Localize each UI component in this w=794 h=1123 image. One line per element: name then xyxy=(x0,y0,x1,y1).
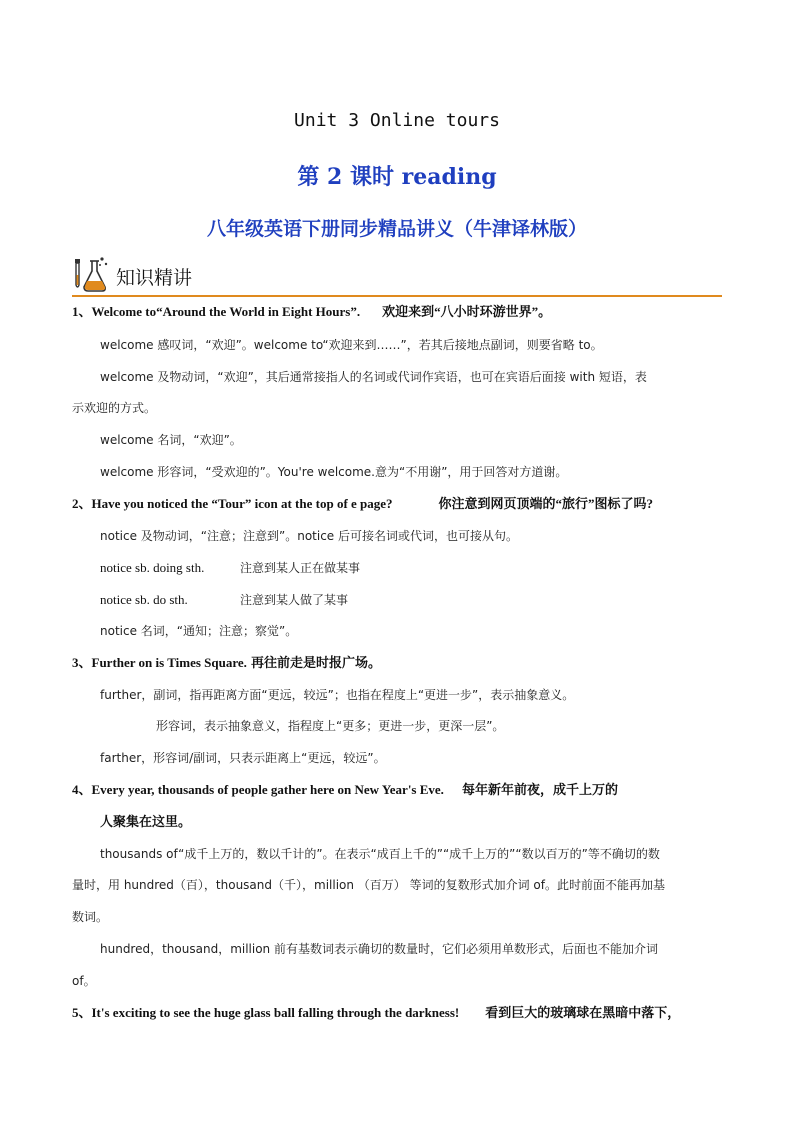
flask-icon xyxy=(72,255,112,295)
list-item xyxy=(72,496,722,512)
phrase-row xyxy=(100,560,750,576)
list-item xyxy=(72,655,722,671)
body-text: 示欢迎的方式。 xyxy=(72,401,157,415)
document-subtitle: 八年级英语下册同步精品讲义（牛津译林版） xyxy=(206,218,587,240)
body-text: 数词。 xyxy=(72,910,109,924)
item-english: 1、Welcome to“Around the World in Eight Hours”. xyxy=(72,304,361,319)
body-text: welcome 形容词，“受欢迎的”。You're welcome.意为“不用谢”，用于回答对方道谢。 xyxy=(100,465,568,479)
phrase-row xyxy=(100,592,750,608)
body-text: 形容词，表示抽象意义，指程度上“更多；更进一步，更深一层”。 xyxy=(156,719,505,733)
body-text: notice 及物动词，“注意；注意到”。notice 后可接名词或代词，也可接从句。 xyxy=(100,529,518,543)
phrase-chinese: 注意到某人做了某事 xyxy=(240,593,349,607)
section-label: 知识精讲 xyxy=(116,267,193,289)
phrase-english: notice sb. do sth. xyxy=(100,592,188,607)
item-chinese: 你注意到网页顶端的“旅行”图标了吗? xyxy=(438,496,654,511)
unit-title: Unit 3 Online tours xyxy=(294,110,500,131)
body-text: 量时，用 hundred（百），thousand（千），million （百万） 等词的复数形式加介词 of。此时前面不能再加基 xyxy=(72,878,665,892)
item-english: 2、Have you noticed the “Tour” icon at the top of e page? xyxy=(72,496,393,511)
item-continuation: 人聚集在这里。 xyxy=(100,814,192,829)
phrase-chinese: 注意到某人正在做某事 xyxy=(240,561,361,575)
lesson-title: 第 2 课时 reading xyxy=(297,164,497,190)
body-text: welcome 及物动词，“欢迎”，其后通常接指人的名词或代词作宾语，也可在宾语后面接 with 短语，表 xyxy=(100,370,647,384)
body-text: further，副词，指再距离方面“更远，较远”；也指在程度上“更进一步”，表示抽象意义。 xyxy=(100,688,575,702)
body-text: of。 xyxy=(72,974,96,988)
item-english: 5、It's exciting to see the huge glass ball falling through the darkness! xyxy=(72,1005,460,1020)
section-header xyxy=(72,255,722,297)
item-chinese: 看到巨大的玻璃球在黑暗中落下， xyxy=(485,1005,681,1020)
list-item xyxy=(72,304,722,320)
body-text: farther，形容词/副词，只表示距离上“更远，较远”。 xyxy=(100,751,386,765)
item-english: 3、Further on is Times Square. xyxy=(72,655,247,670)
body-text: welcome 感叹词，“欢迎”。welcome to“欢迎来到……”，若其后接地点副词，则要省略 to。 xyxy=(100,338,603,352)
item-chinese: 再往前走是时报广场。 xyxy=(250,655,381,670)
item-chinese: 每年新年前夜，成千上万的 xyxy=(461,782,618,797)
item-chinese: 欢迎来到“八小时环游世界”。 xyxy=(382,304,552,319)
body-text: hundred，thousand，million 前有基数词表示确切的数量时，它们必须用单数形式，后面也不能加介词 xyxy=(100,942,658,956)
item-english: 4、Every year, thousands of people gather here on New Year's Eve. xyxy=(72,782,444,797)
list-item xyxy=(72,1005,722,1021)
list-item xyxy=(72,782,722,798)
body-text: notice 名词，“通知；注意；察觉”。 xyxy=(100,624,298,638)
body-text: thousands of“成千上万的，数以千计的”。在表示“成百上千的”“成千上万的”“数以百万的”等不确切的数 xyxy=(100,847,660,861)
phrase-english: notice sb. doing sth. xyxy=(100,560,205,575)
body-text: welcome 名词，“欢迎”。 xyxy=(100,433,242,447)
